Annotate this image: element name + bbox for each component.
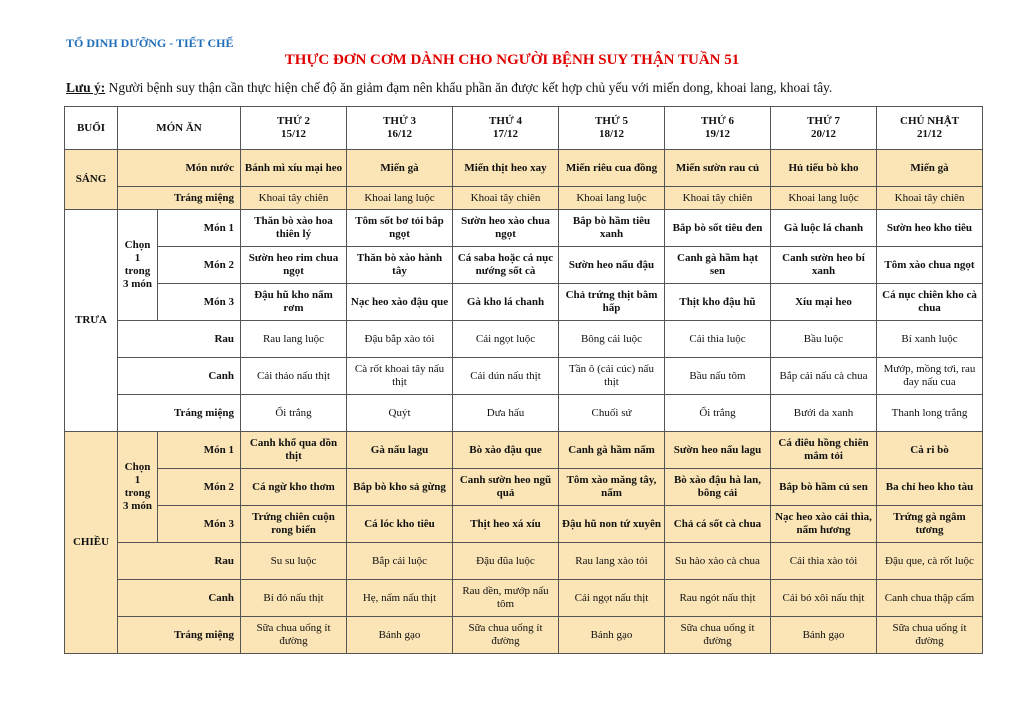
- menu-cell: Bắp bò hầm tiêu xanh: [559, 210, 665, 247]
- menu-cell: Sườn heo rim chua ngọt: [241, 247, 347, 284]
- menu-cell: Miến gà: [347, 150, 453, 187]
- session-sang: SÁNG: [65, 150, 118, 210]
- menu-cell: Su su luộc: [241, 543, 347, 580]
- menu-cell: Đậu bắp xào tỏi: [347, 321, 453, 358]
- menu-cell: Bí xanh luộc: [877, 321, 983, 358]
- menu-cell: Sườn heo xào chua ngọt: [453, 210, 559, 247]
- row-label: Món 3: [158, 284, 241, 321]
- row-label: Món 1: [158, 210, 241, 247]
- menu-cell: Nạc heo xào đậu que: [347, 284, 453, 321]
- menu-cell: Cá ngừ kho thơm: [241, 469, 347, 506]
- menu-cell: Bắp cải luộc: [347, 543, 453, 580]
- menu-cell: Khoai lang luộc: [771, 187, 877, 210]
- menu-cell: Trứng chiên cuộn rong biển: [241, 506, 347, 543]
- menu-cell: Cải thìa xào tỏi: [771, 543, 877, 580]
- menu-cell: Ba chỉ heo kho tàu: [877, 469, 983, 506]
- menu-cell: Khoai tây chiên: [241, 187, 347, 210]
- row-label: Rau: [118, 321, 241, 358]
- menu-cell: Canh gà hầm hạt sen: [665, 247, 771, 284]
- menu-cell: Canh gà hầm nấm: [559, 432, 665, 469]
- menu-cell: Gà luộc lá chanh: [771, 210, 877, 247]
- trua-trang-mieng-row: [65, 395, 983, 432]
- menu-cell: Trứng gà ngâm tương: [877, 506, 983, 543]
- chieu-rau-row: [65, 543, 983, 580]
- menu-cell: Thịt kho đậu hũ: [665, 284, 771, 321]
- menu-cell: Hủ tiếu bò kho: [771, 150, 877, 187]
- menu-cell: Canh sườn heo ngũ quả: [453, 469, 559, 506]
- menu-cell: Dưa hấu: [453, 395, 559, 432]
- menu-cell: Cải ngọt nấu thịt: [559, 580, 665, 617]
- menu-cell: Đậu que, cà rốt luộc: [877, 543, 983, 580]
- choose-one-note: Chọn 1 trong 3 món: [118, 432, 158, 543]
- menu-cell: Bưởi da xanh: [771, 395, 877, 432]
- row-label: Món nước: [118, 150, 241, 187]
- menu-cell: Bắp bò kho sả gừng: [347, 469, 453, 506]
- day-header: THỨ 3 16/12: [347, 107, 453, 150]
- menu-cell: Tôm xào chua ngọt: [877, 247, 983, 284]
- header-row: [65, 107, 983, 150]
- day-header: THỨ 2 15/12: [241, 107, 347, 150]
- menu-cell: Thanh long trắng: [877, 395, 983, 432]
- menu-cell: Thịt heo xá xíu: [453, 506, 559, 543]
- menu-cell: Khoai tây chiên: [877, 187, 983, 210]
- menu-cell: Canh chua thập cẩm: [877, 580, 983, 617]
- menu-cell: Sườn heo kho tiêu: [877, 210, 983, 247]
- menu-cell: Thăn bò xào hoa thiên lý: [241, 210, 347, 247]
- row-label: Món 3: [158, 506, 241, 543]
- note: [66, 80, 832, 96]
- menu-cell: Thăn bò xào hành tây: [347, 247, 453, 284]
- menu-cell: Miến riêu cua đồng: [559, 150, 665, 187]
- menu-cell: Ổi trắng: [241, 395, 347, 432]
- menu-cell: Miến thịt heo xay: [453, 150, 559, 187]
- menu-cell: Sườn heo nấu lagu: [665, 432, 771, 469]
- menu-cell: Bò xào đậu hà lan, bông cải: [665, 469, 771, 506]
- chieu-mon1-row: [65, 432, 983, 469]
- department-name: TỔ DINH DƯỠNG - TIẾT CHẾ: [66, 36, 234, 50]
- menu-cell: Cá điêu hồng chiên mắm tỏi: [771, 432, 877, 469]
- chieu-canh-row: [65, 580, 983, 617]
- row-label: Canh: [118, 358, 241, 395]
- menu-cell: Miến sườn rau củ: [665, 150, 771, 187]
- menu-cell: Hẹ, nấm nấu thịt: [347, 580, 453, 617]
- day-header: THỨ 4 17/12: [453, 107, 559, 150]
- menu-cell: Sườn heo nấu đậu: [559, 247, 665, 284]
- menu-cell: Quýt: [347, 395, 453, 432]
- menu-cell: Cà rốt khoai tây nấu thịt: [347, 358, 453, 395]
- menu-cell: Bắp cải nấu cà chua: [771, 358, 877, 395]
- trua-canh-row: [65, 358, 983, 395]
- menu-cell: Cải thảo nấu thịt: [241, 358, 347, 395]
- menu-cell: Mướp, mồng tơi, rau đay nấu cua: [877, 358, 983, 395]
- chieu-mon2-row: [65, 469, 983, 506]
- menu-cell: Đậu hũ kho nấm rơm: [241, 284, 347, 321]
- menu-cell: Bánh gạo: [347, 617, 453, 654]
- choose-one-note: Chọn 1 trong 3 món: [118, 210, 158, 321]
- menu-cell: Canh khổ qua dồn thịt: [241, 432, 347, 469]
- menu-cell: Bò xào đậu que: [453, 432, 559, 469]
- menu-cell: Cải bó xôi nấu thịt: [771, 580, 877, 617]
- day-header: THỨ 6 19/12: [665, 107, 771, 150]
- menu-cell: Sữa chua uống ít đường: [877, 617, 983, 654]
- menu-cell: Ổi trắng: [665, 395, 771, 432]
- menu-title: THỰC ĐƠN CƠM DÀNH CHO NGƯỜI BỆNH SUY THẬN TUẦN 51: [284, 52, 740, 68]
- menu-cell: Canh sườn heo bí xanh: [771, 247, 877, 284]
- trua-mon3-row: [65, 284, 983, 321]
- day-header: THỨ 7 20/12: [771, 107, 877, 150]
- menu-table: [64, 106, 983, 654]
- menu-cell: Bầu luộc: [771, 321, 877, 358]
- day-header: THỨ 5 18/12: [559, 107, 665, 150]
- menu-cell: Rau dền, mướp nấu tôm: [453, 580, 559, 617]
- session-chieu: CHIỀU: [65, 432, 118, 654]
- chieu-mon3-row: [65, 506, 983, 543]
- note-label: Lưu ý:: [66, 80, 106, 95]
- menu-cell: Bông cải luộc: [559, 321, 665, 358]
- menu-cell: Nạc heo xào cải thìa, nấm hương: [771, 506, 877, 543]
- row-label: Món 1: [158, 432, 241, 469]
- trua-mon1-row: [65, 210, 983, 247]
- menu-cell: Đậu hũ non tứ xuyên: [559, 506, 665, 543]
- menu-cell: Bắp bò hầm củ sen: [771, 469, 877, 506]
- menu-cell: Sữa chua uống ít đường: [453, 617, 559, 654]
- menu-cell: Cá nục chiên kho cà chua: [877, 284, 983, 321]
- menu-cell: Bầu nấu tôm: [665, 358, 771, 395]
- menu-cell: Khoai lang luộc: [347, 187, 453, 210]
- menu-cell: Chả trứng thịt bằm hấp: [559, 284, 665, 321]
- col-buoi-header: BUỔI: [65, 107, 118, 150]
- trua-rau-row: [65, 321, 983, 358]
- menu-cell: Tôm sốt bơ tỏi bắp ngọt: [347, 210, 453, 247]
- menu-cell: Bánh mì xíu mại heo: [241, 150, 347, 187]
- row-label: Rau: [118, 543, 241, 580]
- menu-cell: Tôm xào măng tây, nấm: [559, 469, 665, 506]
- menu-cell: Khoai tây chiên: [453, 187, 559, 210]
- row-label: Tráng miệng: [118, 395, 241, 432]
- menu-cell: Khoai lang luộc: [559, 187, 665, 210]
- menu-cell: Miến gà: [877, 150, 983, 187]
- menu-cell: Gà nấu lagu: [347, 432, 453, 469]
- note-text: Người bệnh suy thận cần thực hiện chế độ ăn giảm đạm nên khẩu phần ăn được kết hợp chủ yếu với miến dong, khoai lang, khoai tây.: [105, 80, 833, 95]
- menu-cell: Chuối sứ: [559, 395, 665, 432]
- menu-cell: Cá saba hoặc cá nục nướng sốt cà: [453, 247, 559, 284]
- menu-cell: Cải dún nấu thịt: [453, 358, 559, 395]
- row-label: Tráng miệng: [118, 617, 241, 654]
- menu-cell: Su hào xào cà chua: [665, 543, 771, 580]
- chieu-trang-mieng-row: [65, 617, 983, 654]
- menu-cell: Cải ngọt luộc: [453, 321, 559, 358]
- menu-cell: Bánh gạo: [771, 617, 877, 654]
- row-label: Canh: [118, 580, 241, 617]
- menu-cell: Bí đỏ nấu thịt: [241, 580, 347, 617]
- sang-mon-nuoc-row: [65, 150, 983, 187]
- menu-cell: Cà ri bò: [877, 432, 983, 469]
- menu-cell: Rau lang xào tỏi: [559, 543, 665, 580]
- menu-cell: Khoai tây chiên: [665, 187, 771, 210]
- menu-cell: Sữa chua uống ít đường: [665, 617, 771, 654]
- menu-cell: Xíu mại heo: [771, 284, 877, 321]
- menu-cell: Sữa chua uống ít đường: [241, 617, 347, 654]
- trua-mon2-row: [65, 247, 983, 284]
- menu-cell: Gà kho lá chanh: [453, 284, 559, 321]
- sang-trang-mieng-row: [65, 187, 983, 210]
- menu-cell: Tần ô (cải cúc) nấu thịt: [559, 358, 665, 395]
- col-mon-an-header: MÓN ĂN: [118, 107, 241, 150]
- menu-cell: Cá lóc kho tiêu: [347, 506, 453, 543]
- menu-cell: Rau ngót nấu thịt: [665, 580, 771, 617]
- menu-cell: Bắp bò sốt tiêu đen: [665, 210, 771, 247]
- row-label: Món 2: [158, 247, 241, 284]
- menu-cell: Chả cá sốt cà chua: [665, 506, 771, 543]
- menu-cell: Rau lang luộc: [241, 321, 347, 358]
- row-label: Tráng miệng: [118, 187, 241, 210]
- row-label: Món 2: [158, 469, 241, 506]
- session-trua: TRƯA: [65, 210, 118, 432]
- menu-cell: Cải thìa luộc: [665, 321, 771, 358]
- day-header: CHỦ NHẬT 21/12: [877, 107, 983, 150]
- menu-cell: Đậu đũa luộc: [453, 543, 559, 580]
- menu-cell: Bánh gạo: [559, 617, 665, 654]
